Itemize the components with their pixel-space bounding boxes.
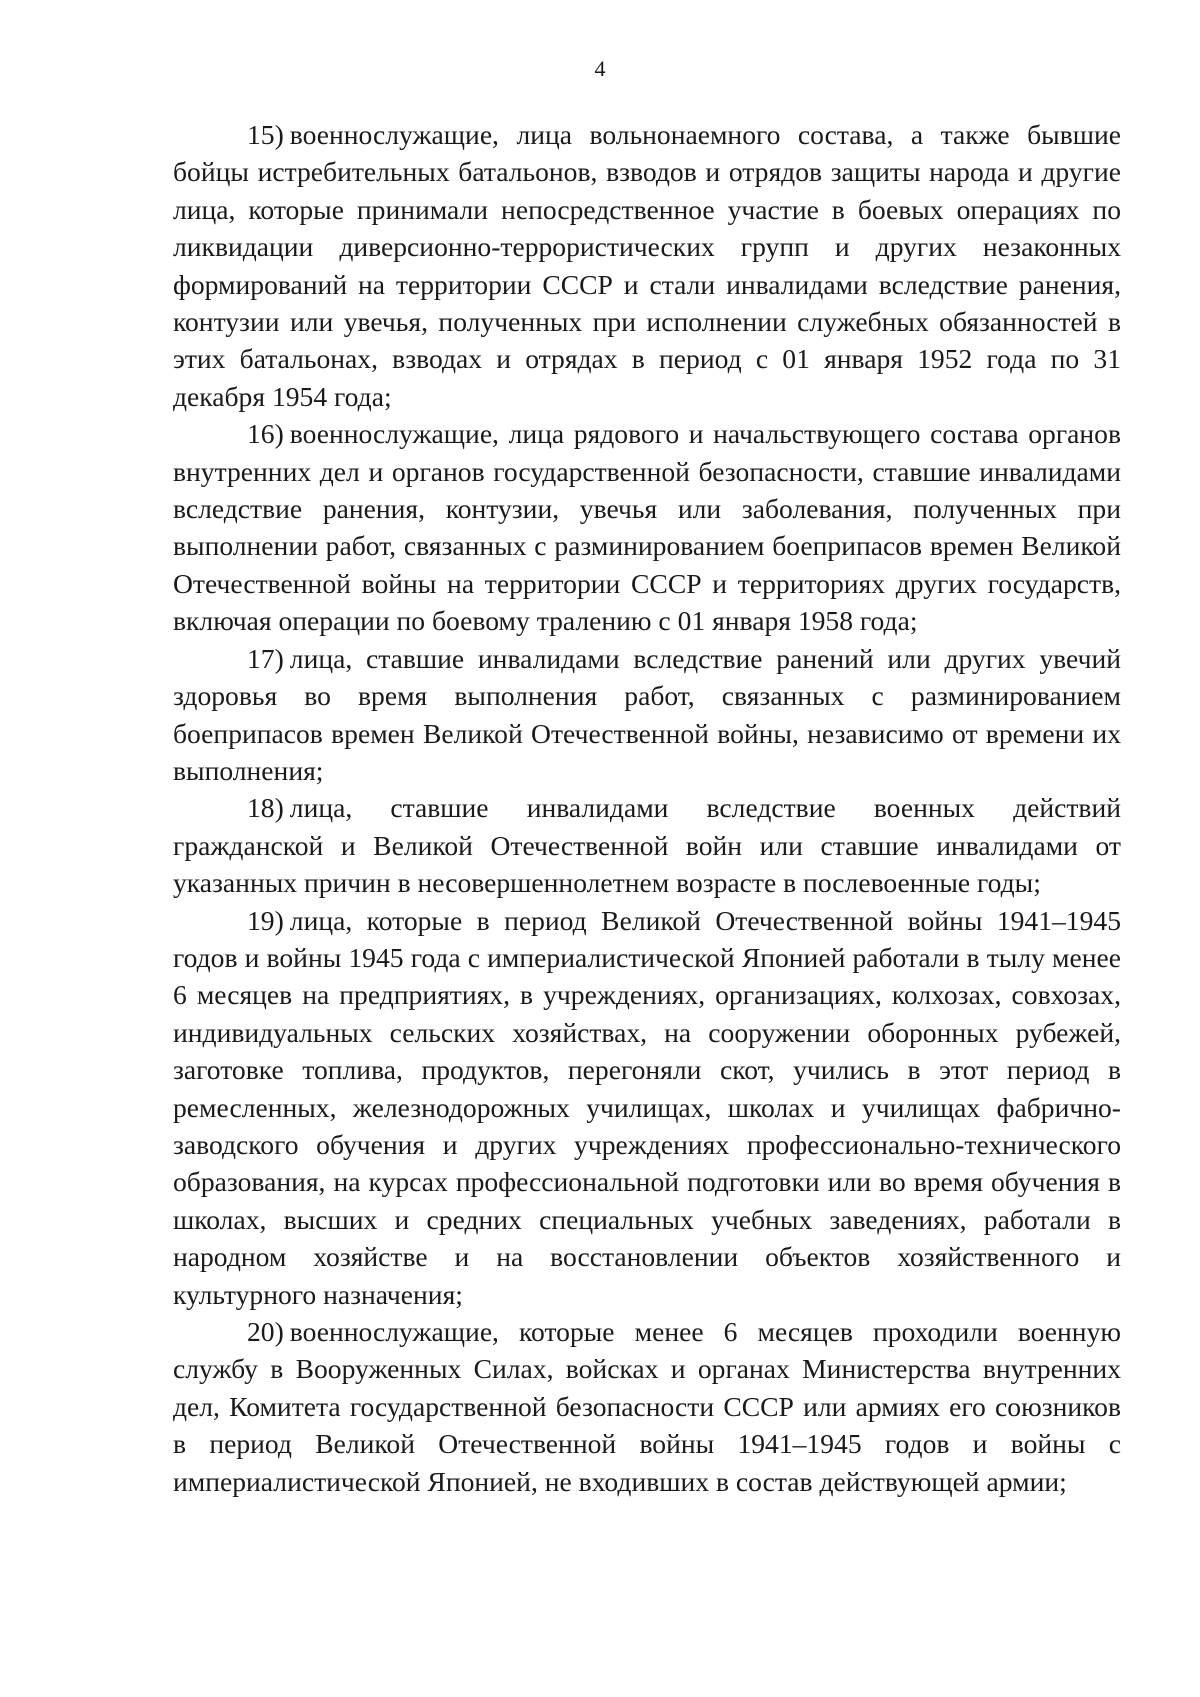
item-number: 19)	[247, 904, 284, 936]
item-number: 17)	[247, 642, 284, 674]
item-text: лица, ставшие инвалидами вследствие военных действий гражданской и Великой Отечественной войн или ставшие инвалидами от указанных причин в несовершеннолетнем возрасте в послевоенные годы;	[173, 792, 1121, 899]
list-item-18	[173, 789, 1121, 901]
item-text: военнослужащие, лица вольнонаемного состава, а также бывшие бойцы истребительных батальонов, взводов и отрядов защиты народа и другие лица, которые принимали непосредственное участие в боевых операциях по ликвидации диверсионно-террористических групп и других незаконных формирований на территории СССР и стали инвалидами вследствие ранения, контузии или увечья, полученных при исполнении служебных обязанностей в этих батальонах, взводах и отрядах в период с 01 января 1952 года по 31 декабря 1954 года;	[173, 119, 1121, 412]
item-text: военнослужащие, которые менее 6 месяцев проходили военную службу в Вооруженных Силах, войсках и органах Министерства внутренних дел, Комитета государственной безопасности СССР или армиях его союзников в период Великой Отечественной войны 1941–1945 годов и войны с империалистической Японией, не входивших в состав действующей армии;	[173, 1316, 1121, 1497]
item-text: лица, которые в период Великой Отечественной войны 1941–1945 годов и войны 1945 года с империалистической Японией работали в тылу менее 6 месяцев на предприятиях, в учреждениях, организациях, колхозах, совхозах, индивидуальных сельских хозяйствах, на сооружении оборонных рубежей, заготовке топлива, продуктов, перегоняли скот, учились в этот период в ремесленных, железнодорожных училищах, школах и училищах фабрично-заводского обучения и других учреждениях профессионально-технического образования, на курсах профессиональной подготовки или во время обучения в школах, высших и средних специальных учебных заведениях, работали в народном хозяйстве и на восстановлении объектов хозяйственного и культурного назначения;	[173, 904, 1121, 1310]
list-item-19	[173, 902, 1121, 1313]
page-number: 4	[594, 56, 606, 81]
item-text: лица, ставшие инвалидами вследствие ранений или других увечий здоровья во время выполнения работ, связанных с разминированием боеприпасов времен Великой Отечественной войны, независимо от времени их выполнения;	[173, 642, 1121, 786]
item-number: 16)	[247, 418, 284, 450]
list-item-17	[173, 640, 1121, 790]
document-body	[173, 116, 1121, 1500]
item-text: военнослужащие, лица рядового и начальствующего состава органов внутренних дел и органов государственной безопасности, ставшие инвалидами вследствие ранения, контузии, увечья или заболевания, полученных при выполнении работ, связанных с разминированием боеприпасов времен Великой Отечественной войны на территории СССР и территориях других государств, включая операции по боевому тралению с 01 января 1958 года;	[173, 418, 1121, 637]
list-item-15	[173, 116, 1121, 415]
item-number: 18)	[247, 792, 284, 824]
item-number: 20)	[247, 1316, 284, 1347]
list-item-16	[173, 415, 1121, 639]
item-number: 15)	[247, 119, 284, 150]
list-item-20	[173, 1313, 1121, 1500]
